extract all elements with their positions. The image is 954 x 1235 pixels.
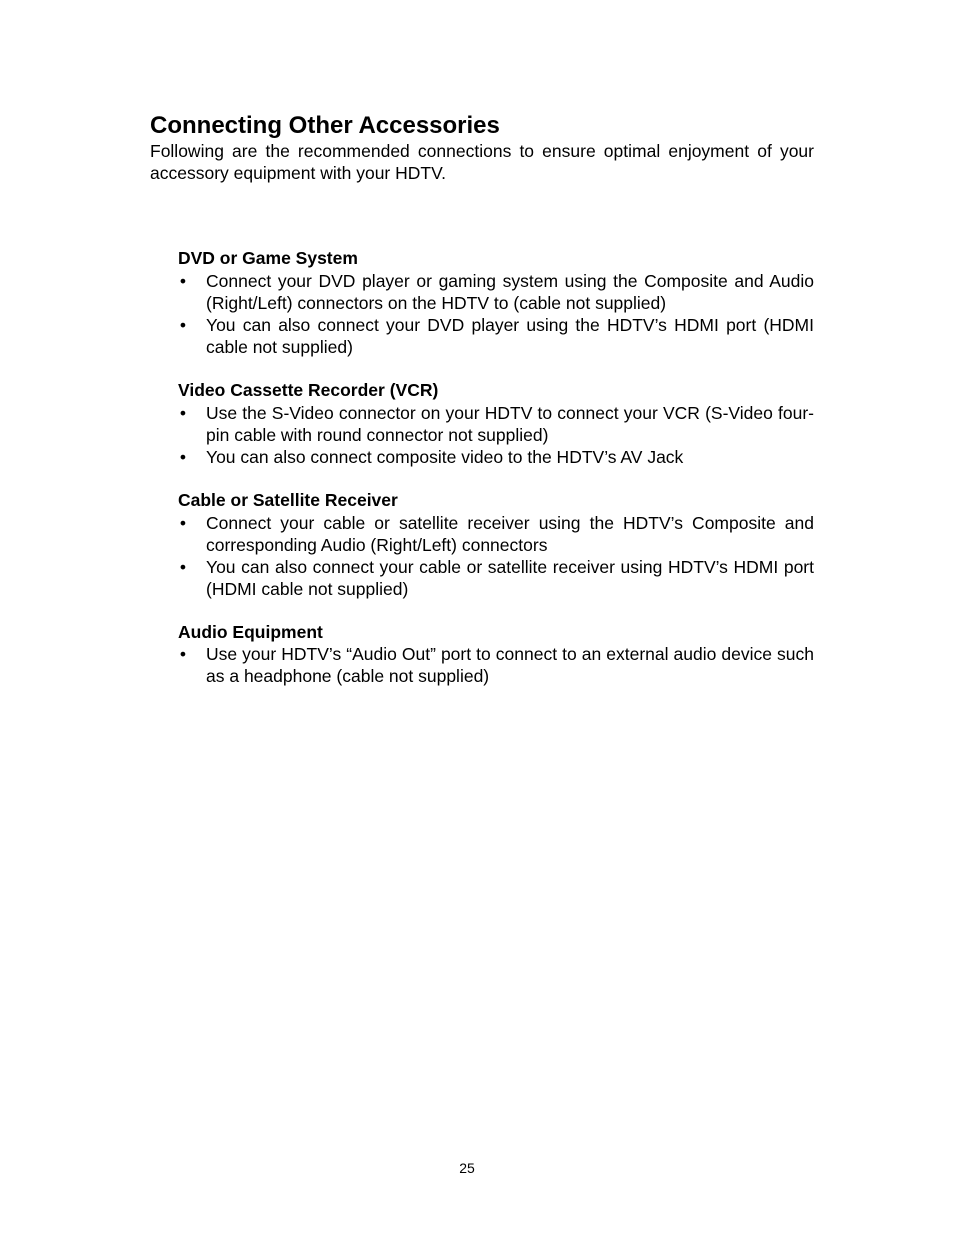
bullet-icon: • xyxy=(179,557,187,577)
list-item-text: Connect your DVD player or gaming system using the Composite and Audio (Right/Left) connectors on the HDTV to (cable not supplied) xyxy=(206,271,814,313)
list-item xyxy=(178,315,814,358)
section-heading-vcr: Video Cassette Recorder (VCR) xyxy=(178,380,439,400)
bullet-icon: • xyxy=(179,644,187,664)
page-number: 25 xyxy=(459,1160,475,1176)
section-heading-cable-satellite: Cable or Satellite Receiver xyxy=(178,490,398,510)
bullet-list-vcr xyxy=(178,403,814,470)
list-item xyxy=(178,271,814,314)
list-item-text: You can also connect your cable or satellite receiver using HDTV’s HDMI port (HDMI cable not supplied) xyxy=(206,557,814,599)
section-heading-dvd-game: DVD or Game System xyxy=(178,248,358,268)
list-item-text: You can also connect your DVD player using the HDTV’s HDMI port (HDMI cable not supplied) xyxy=(206,315,814,357)
bullet-list-cable-satellite xyxy=(178,513,814,601)
page-title: Connecting Other Accessories xyxy=(150,112,500,139)
list-item-text: You can also connect composite video to the HDTV’s AV Jack xyxy=(206,447,684,467)
bullet-icon: • xyxy=(179,447,187,467)
list-item-text: Connect your cable or satellite receiver using the HDTV’s Composite and corresponding Audio (Right/Left) connectors xyxy=(206,513,814,555)
bullet-list-dvd-game xyxy=(178,271,814,359)
bullet-icon: • xyxy=(179,403,187,423)
list-item-text: Use the S-Video connector on your HDTV to connect your VCR (S-Video four-pin cable with round connector not supplied) xyxy=(206,403,814,445)
bullet-icon: • xyxy=(179,271,187,291)
bullet-icon: • xyxy=(179,315,187,335)
list-item xyxy=(178,513,814,556)
bullet-list-audio xyxy=(178,644,814,688)
list-item xyxy=(178,557,814,600)
list-item xyxy=(178,644,814,687)
intro-paragraph: Following are the recommended connections to ensure optimal enjoyment of your accessory equipment with your HDTV. xyxy=(150,141,814,183)
bullet-icon: • xyxy=(179,513,187,533)
list-item-text: Use your HDTV’s “Audio Out” port to connect to an external audio device such as a headphone (cable not supplied) xyxy=(206,644,814,686)
list-item xyxy=(178,403,814,446)
section-heading-audio: Audio Equipment xyxy=(178,622,323,642)
list-item xyxy=(178,447,814,469)
